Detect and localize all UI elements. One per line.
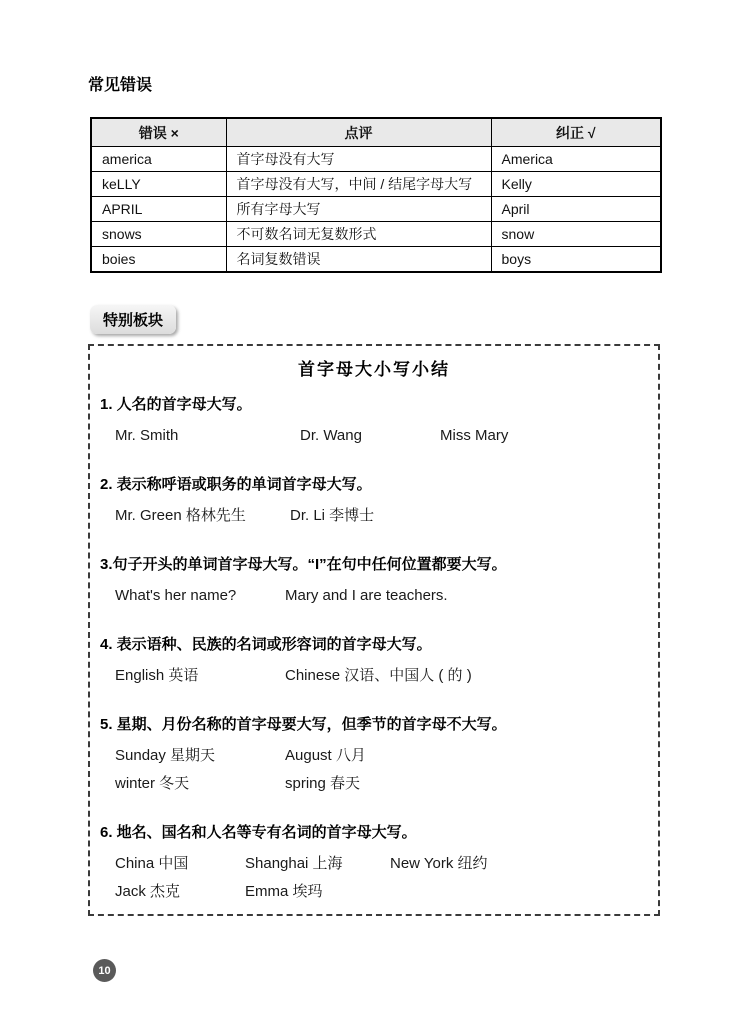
table-cell-mistake: keLLY — [91, 172, 226, 197]
example-text: Emma 埃玛 — [245, 883, 323, 900]
table-cell-mistake: america — [91, 147, 226, 172]
example-text: spring 春天 — [285, 775, 361, 792]
example-line — [115, 662, 646, 690]
page-number-badge — [93, 959, 116, 982]
special-section-badge: 特别板块 — [90, 305, 176, 334]
example-text: Miss Mary — [440, 427, 509, 444]
example-text: Shanghai 上海 — [245, 855, 343, 872]
example-text: Mary and I are teachers. — [285, 587, 448, 604]
capitalization-summary-box — [88, 344, 660, 916]
rule-text: 2. 表示称呼语或职务的单词首字母大写。 — [100, 476, 372, 493]
example-text: Chinese 汉语、中国人 ( 的 ) — [285, 667, 472, 684]
column-header-comment: 点评 — [226, 118, 491, 147]
example-line — [115, 850, 646, 878]
example-text: Sunday 星期天 — [115, 747, 216, 764]
common-errors-table — [90, 117, 662, 273]
table-cell-mistake: boies — [91, 247, 226, 273]
rule-item-5 — [90, 713, 658, 798]
table-cell-correction: snow — [491, 222, 661, 247]
table-cell-correction: America — [491, 147, 661, 172]
rule-item-2 — [90, 473, 658, 530]
table-header-row — [91, 118, 661, 147]
table-cell-comment: 不可数名词无复数形式 — [226, 222, 491, 247]
example-line — [115, 422, 646, 450]
table-cell-mistake: snows — [91, 222, 226, 247]
example-text: What's her name? — [115, 587, 237, 604]
table-cell-correction: April — [491, 197, 661, 222]
table-cell-correction: Kelly — [491, 172, 661, 197]
rule-item-6 — [90, 821, 658, 906]
rule-text: 6. 地名、国名和人名等专有名词的首字母大写。 — [100, 824, 417, 841]
example-line — [115, 742, 646, 770]
rule-item-4 — [90, 633, 658, 690]
example-text: Mr. Smith — [115, 427, 179, 444]
summary-box-title: 首字母大小写小结 — [298, 360, 450, 379]
table-cell-comment: 名词复数错误 — [226, 247, 491, 273]
table-cell-correction: boys — [491, 247, 661, 273]
example-line — [115, 770, 646, 798]
example-line — [115, 878, 646, 906]
example-text: English 英语 — [115, 667, 199, 684]
common-errors-heading: 常见错误 — [88, 77, 153, 94]
column-header-correction: 纠正 √ — [491, 118, 661, 147]
example-text: New York 纽约 — [390, 855, 488, 872]
rule-item-1 — [90, 393, 658, 450]
example-line — [115, 582, 646, 610]
example-text: Dr. Wang — [300, 427, 362, 444]
table-row — [91, 197, 661, 222]
table-row — [91, 147, 661, 172]
column-header-mistake: 错误 × — [91, 118, 226, 147]
table-row — [91, 247, 661, 273]
rule-item-3 — [90, 553, 658, 610]
example-text: China 中国 — [115, 855, 189, 872]
table-cell-comment: 所有字母大写 — [226, 197, 491, 222]
page-number: 10 — [98, 964, 111, 977]
example-text: winter 冬天 — [115, 775, 190, 792]
rule-text: 1. 人名的首字母大写。 — [100, 396, 252, 413]
rule-text: 4. 表示语种、民族的名词或形容词的首字母大写。 — [100, 636, 432, 653]
table-cell-comment: 首字母没有大写 — [226, 147, 491, 172]
example-line — [115, 502, 646, 530]
table-cell-comment: 首字母没有大写，中间 / 结尾字母大写 — [226, 172, 491, 197]
rule-text: 3.句子开头的单词首字母大写。“I”在句中任何位置都要大写。 — [100, 556, 507, 573]
example-text: Mr. Green 格林先生 — [115, 507, 246, 524]
example-text: Dr. Li 李博士 — [290, 507, 375, 524]
example-text: Jack 杰克 — [115, 883, 181, 900]
example-text: August 八月 — [285, 747, 366, 764]
table-row — [91, 222, 661, 247]
rule-text: 5. 星期、月份名称的首字母要大写，但季节的首字母不大写。 — [100, 716, 507, 733]
table-cell-mistake: APRIL — [91, 197, 226, 222]
table-row — [91, 172, 661, 197]
